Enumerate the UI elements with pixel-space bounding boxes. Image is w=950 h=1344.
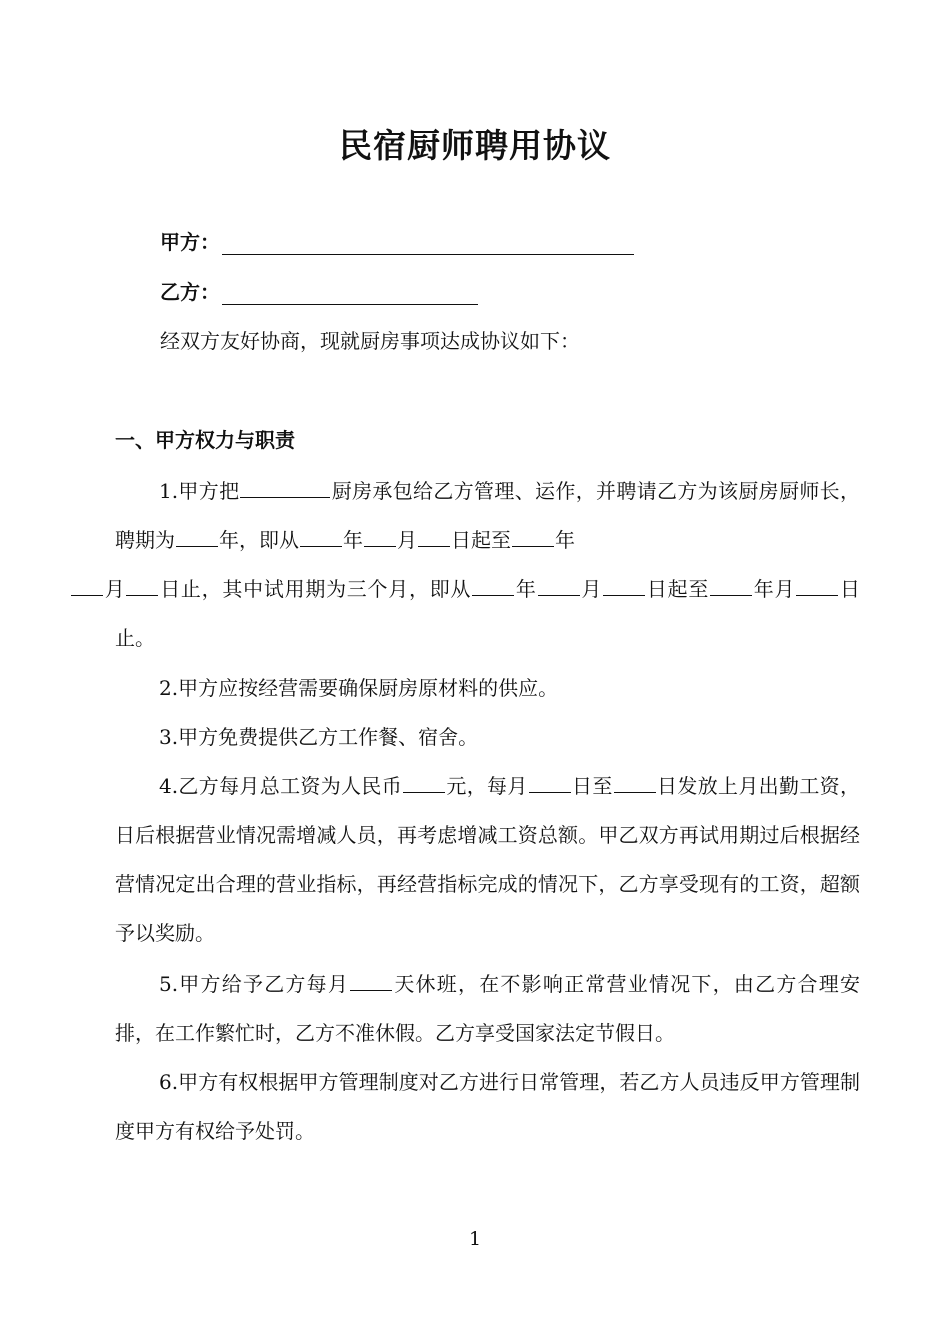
clause-1-text: 年	[343, 528, 363, 552]
clause-1-text: 1.甲方把	[159, 479, 240, 503]
clause-1-text: 年	[515, 577, 537, 601]
document-title: 民宿厨师聘用协议	[339, 126, 611, 165]
blank-trial-end-year[interactable]	[710, 575, 752, 596]
clause-5	[115, 960, 860, 1058]
clause-4-text: 4.乙方每月总工资为人民币	[159, 774, 403, 798]
party-a-blank[interactable]	[222, 232, 634, 255]
clause-1	[104, 467, 861, 663]
blank-start-year[interactable]	[300, 526, 342, 547]
clause-1-text: 月	[397, 528, 417, 552]
clause-1-text: 日止，其中试用期为三个月，即从	[159, 577, 472, 601]
party-b-label: 乙方：	[160, 280, 220, 304]
party-b-blank[interactable]	[222, 282, 478, 305]
section1-heading: 一、甲方权力与职责	[115, 428, 295, 452]
clause-4-text: 日至	[571, 774, 613, 798]
clause-1-text: 年，即从	[219, 528, 299, 552]
blank-start-month[interactable]	[364, 526, 396, 547]
blank-term-years[interactable]	[176, 526, 218, 547]
intro-text: 经双方友好协商，现就厨房事项达成协议如下：	[160, 329, 580, 353]
blank-start-day[interactable]	[418, 526, 450, 547]
blank-end-year[interactable]	[512, 526, 554, 547]
clause-1-text: 厨房承包给乙方管理、运作，并聘请乙方为该厨房厨师长，聘期为	[115, 479, 860, 552]
blank-trial-start-day[interactable]	[603, 575, 645, 596]
clause-5-text: 天休班，在不影响正常营业情况下，由乙方合理安排，在工作繁忙时，乙方不准休假。乙方享受国家法定节假日。	[115, 972, 860, 1045]
clause-1-text: 日起至	[451, 528, 511, 552]
clause-1-text: 日止。	[115, 577, 861, 650]
party-a-line	[160, 226, 634, 255]
clause-1-text: 年月	[753, 577, 796, 601]
blank-salary[interactable]	[403, 772, 445, 793]
clause-5-text: 5.甲方给予乙方每月	[159, 972, 350, 996]
clause-1-text: 年	[555, 528, 575, 552]
blank-pay-day-from[interactable]	[529, 772, 571, 793]
blank-kitchen-name[interactable]	[240, 477, 330, 498]
clause-3: 3.甲方免费提供乙方工作餐、宿舍。	[159, 725, 479, 749]
page-number: 1	[468, 1228, 482, 1250]
clause-1-text: 月	[580, 577, 603, 601]
blank-pay-day-to[interactable]	[614, 772, 656, 793]
party-a-label: 甲方：	[160, 230, 220, 254]
clause-2: 2.甲方应按经营需要确保厨房原材料的供应。	[159, 676, 559, 700]
party-b-line	[160, 276, 478, 305]
clause-6: 6.甲方有权根据甲方管理制度对乙方进行日常管理，若乙方人员违反甲方管理制度甲方有权给予处罚。	[115, 1070, 860, 1143]
blank-end-day[interactable]	[126, 575, 158, 596]
blank-rest-days[interactable]	[350, 970, 392, 991]
blank-end-month[interactable]	[71, 575, 103, 596]
clause-4-text: 元，每月	[446, 774, 528, 798]
blank-trial-start-year[interactable]	[472, 575, 514, 596]
clause-4	[115, 762, 860, 958]
blank-trial-end-day[interactable]	[796, 575, 838, 596]
clause-4-text: 日发放上月出勤工资，日后根据营业情况需增减人员，再考虑增减工资总额。甲乙双方再试用期过后根据经营情况定出合理的营业指标，再经营指标完成的情况下，乙方享受现有的工资，超额予以奖励。	[115, 774, 861, 945]
clause-1-text: 月	[104, 577, 126, 601]
blank-trial-start-month[interactable]	[538, 575, 580, 596]
clause-1-text: 日起至	[646, 577, 710, 601]
